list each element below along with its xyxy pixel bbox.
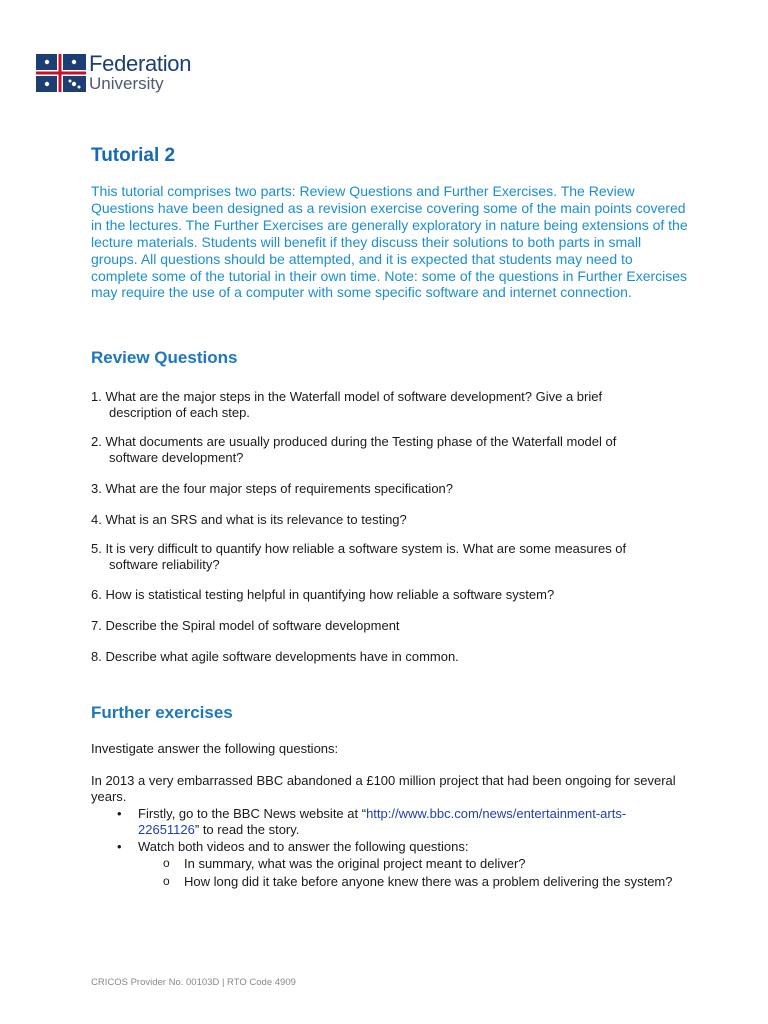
flag-emblem-icon	[36, 54, 86, 92]
hollow-bullet-icon: o	[163, 874, 170, 888]
bullet-icon: •	[117, 806, 122, 821]
logo-wordmark-line2: University	[89, 74, 164, 93]
sub-bullet-text: How long did it take before anyone knew there was a problem delivering the system?	[184, 874, 673, 889]
further-exercises-heading: Further exercises	[91, 703, 233, 722]
bullet-text	[138, 806, 683, 837]
footer-cricos: CRICOS Provider No. 00103D | RTO Code 4909	[91, 977, 296, 988]
review-question	[91, 649, 691, 665]
bbc-news-link[interactable]: http://www.bbc.com/news/entertainment-arts-22651126	[138, 806, 627, 837]
review-question	[91, 587, 691, 603]
review-question	[91, 481, 691, 497]
review-question	[91, 512, 691, 528]
logo-wordmark-line1: Federation	[89, 51, 192, 76]
further-lead: Investigate answer the following questions:	[91, 741, 339, 756]
bullet-text-pre: Firstly, go to the BBC News website at “	[138, 806, 367, 821]
question-text: 1. What are the major steps in the Waterfall model of software development? Give a brief	[91, 389, 603, 404]
review-question	[91, 541, 691, 572]
bullet-text: Watch both videos and to answer the following questions:	[138, 839, 469, 854]
question-text: 2. What documents are usually produced during the Testing phase of the Waterfall model of	[91, 434, 617, 449]
question-text: 8. Describe what agile software developments have in common.	[91, 649, 459, 664]
bullet-text-post: ” to read the story.	[194, 821, 300, 837]
review-questions-heading: Review Questions	[91, 348, 238, 367]
question-text-continued: description of each step.	[109, 404, 250, 420]
page-title: Tutorial 2	[91, 145, 176, 166]
intro-paragraph: This tutorial comprises two parts: Review Questions and Further Exercises. The Review Questions have been designed as a revision exercise covering some of the main points covered in the lectures. The Further Exercises are generally exploratory in nature being extensions of the lecture materials. Students will benefit if they discuss their solutions to both parts in small groups. All questions should be attempted, and it is expected that students may need to complete some of the tutorial in their own time. Note: some of the questions in Further Exercises may require the use of a computer with some specific software and internet connection.	[91, 183, 688, 301]
review-question	[91, 434, 691, 465]
question-text-continued: software reliability?	[109, 556, 220, 572]
sub-bullet-text: In summary, what was the original project meant to deliver?	[184, 856, 526, 871]
question-text-continued: software development?	[109, 449, 244, 465]
review-question	[91, 389, 691, 420]
question-text: 3. What are the four major steps of requirements specification?	[91, 481, 454, 496]
question-text: 6. How is statistical testing helpful in quantifying how reliable a software system?	[91, 587, 555, 602]
further-paragraph: In 2013 a very embarrassed BBC abandoned a £100 million project that had been ongoing for several years.	[91, 773, 676, 804]
bullet-icon: •	[117, 839, 122, 854]
question-text: 7. Describe the Spiral model of software development	[91, 618, 400, 633]
hollow-bullet-icon: o	[163, 856, 170, 870]
university-logo	[36, 53, 206, 97]
review-question	[91, 618, 691, 634]
question-text: 5. It is very difficult to quantify how reliable a software system is. What are some measures of	[91, 541, 627, 556]
question-text: 4. What is an SRS and what is its relevance to testing?	[91, 512, 407, 527]
